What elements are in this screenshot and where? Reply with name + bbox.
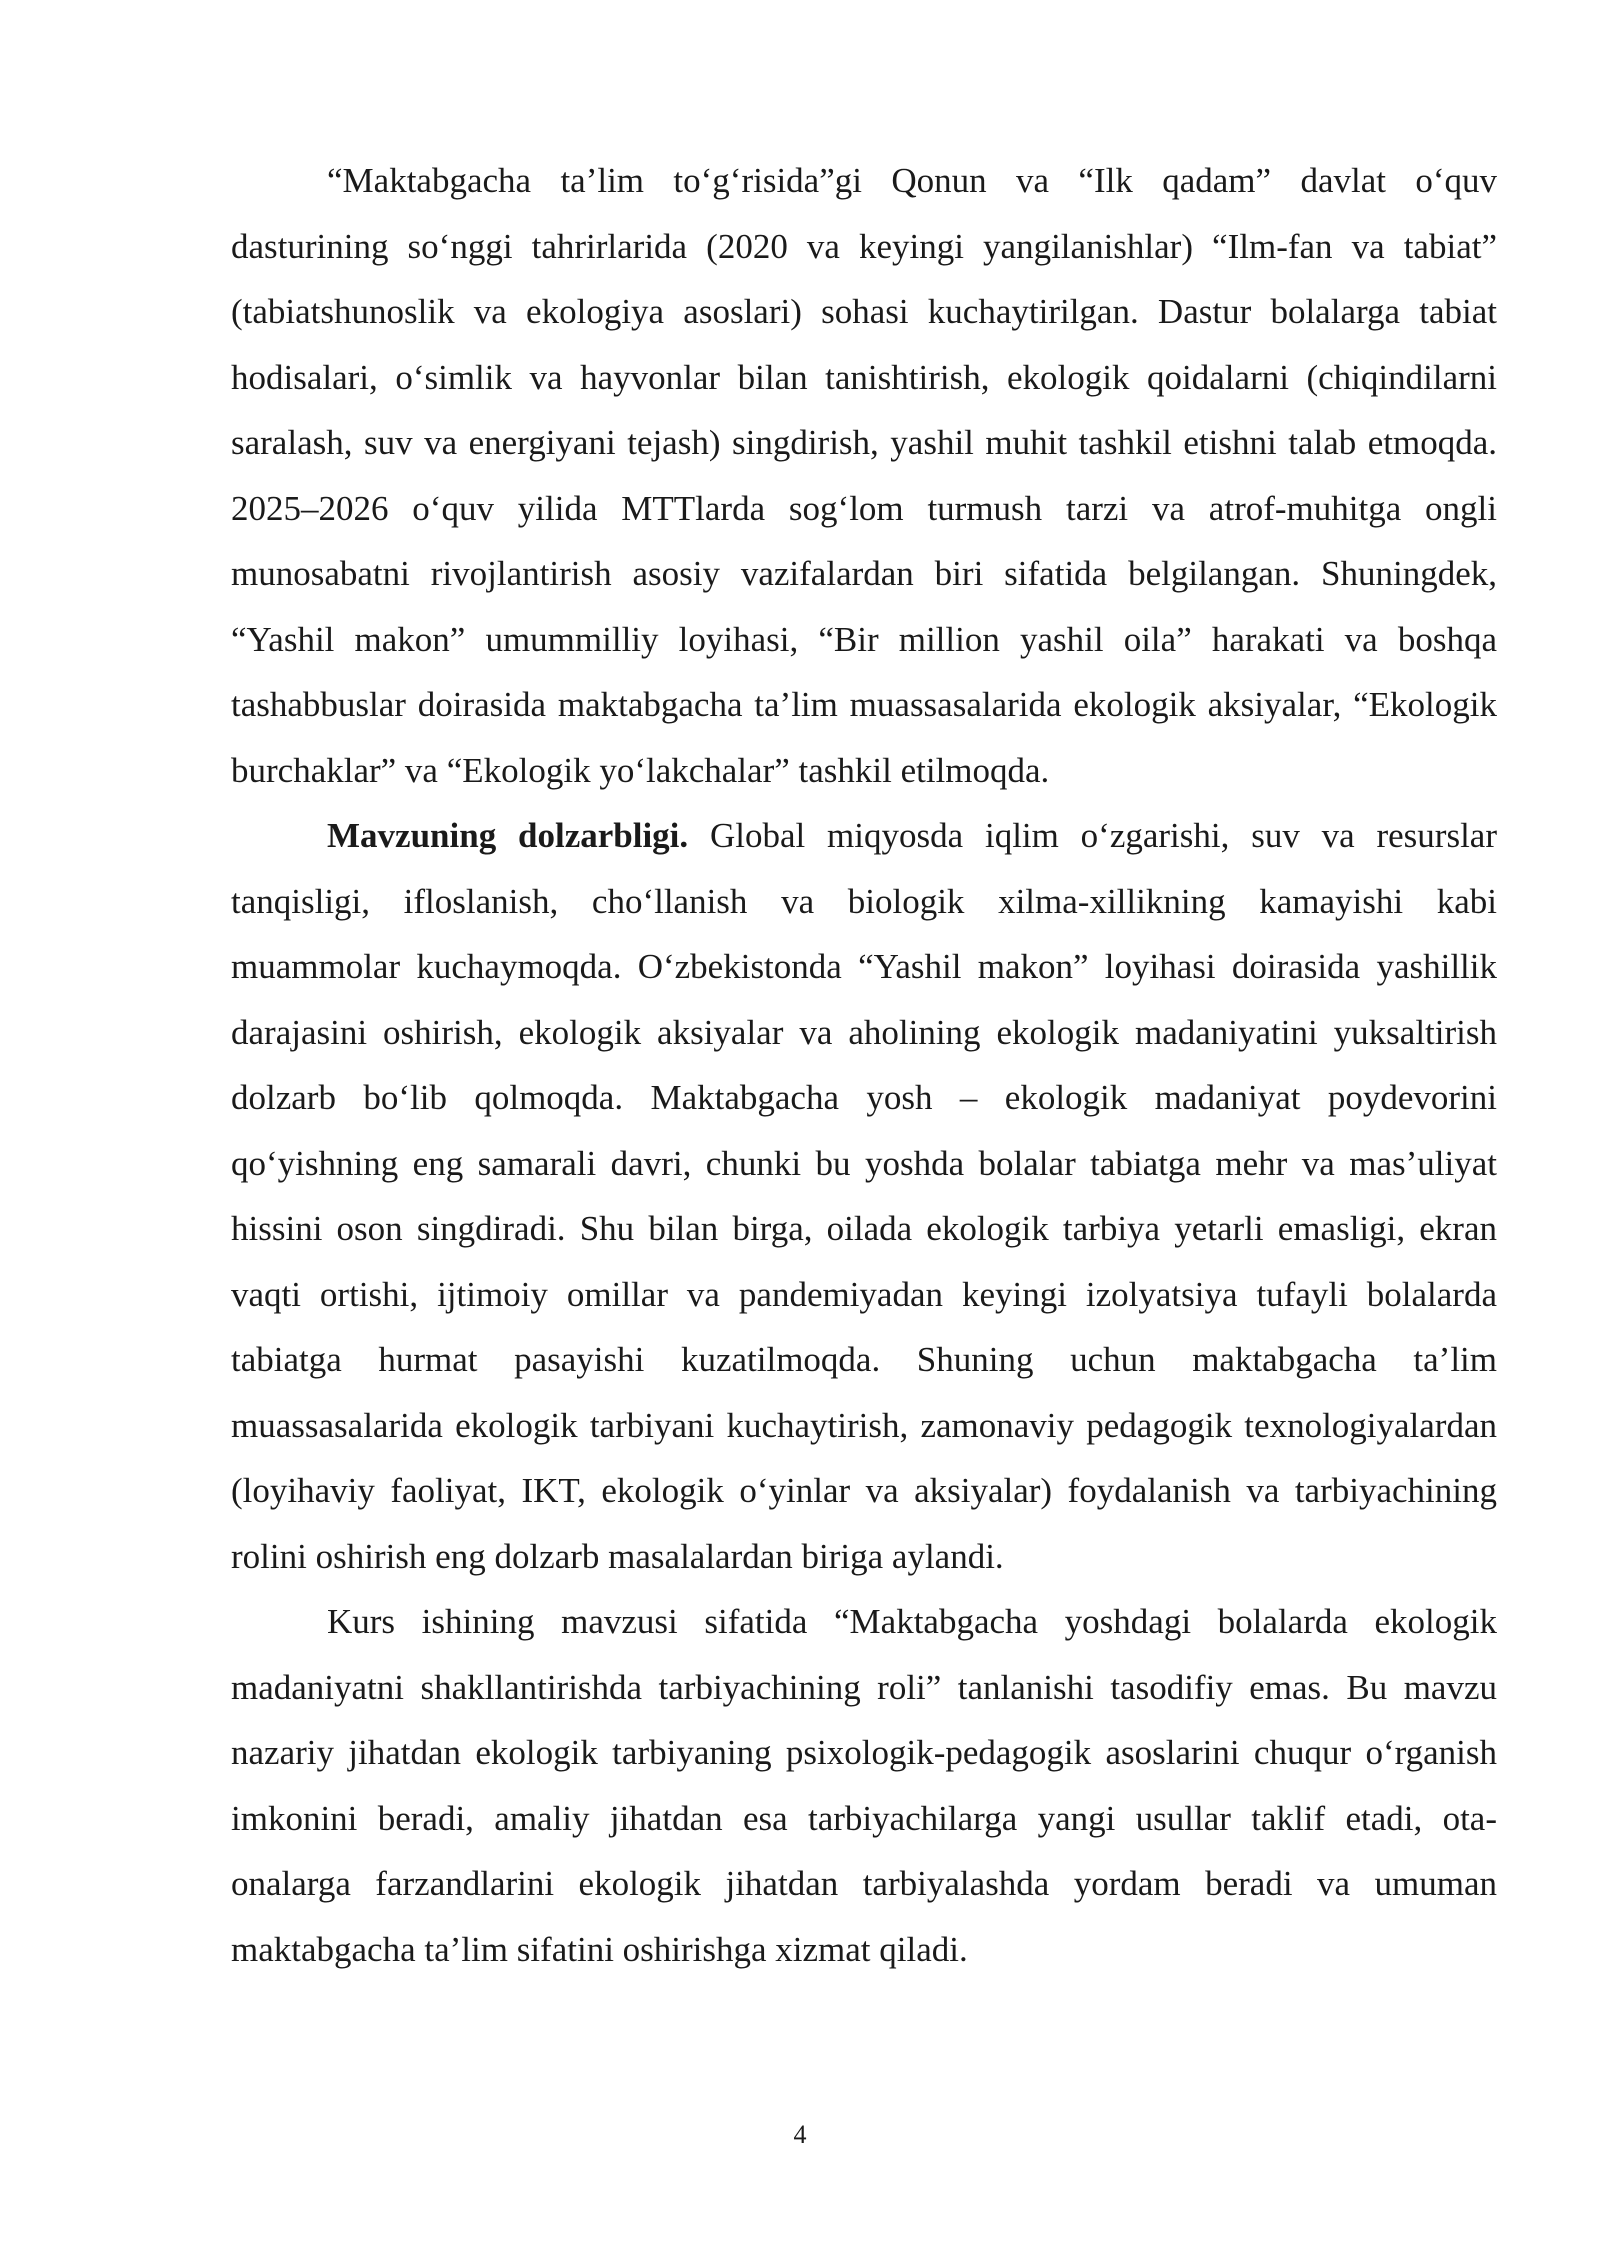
page-number: 4 [793,2120,807,2149]
paragraph-topic-relevance [231,803,1497,1589]
paragraph-text: Kurs ishining mavzusi sifatida “Maktabgacha yoshdagi bolalarda ekologik madaniyatni shakllantirishda tarbiyachining roli” tanlanishi tasodifiy emas. Bu mavzu nazariy jihatdan ekologik tarbiyaning psixologik-pedagogik asoslarini chuqur o‘rganish imkonini beradi, amaliy jihatdan esa tarbiyachilarga yangi usullar taklif etadi, ota-onalarga farzandlarini ekologik jihatdan tarbiyalashda yordam beradi va umuman maktabgacha ta’lim sifatini oshirishga xizmat qiladi. [231,1602,1497,1969]
paragraph-lead: Mavzuning dolzarbligi. [327,816,689,855]
paragraph-program-changes [231,148,1497,803]
paragraph-text: Global miqyosda iqlim o‘zgarishi, suv va resurslar tanqisligi, ifloslanish, cho‘llanish va biologik xilma-xillikning kamayishi kabi muammolar kuchaymoqda. O‘zbekistonda “Yashil makon” loyihasi doirasida yashillik darajasini oshirish, ekologik aksiyalar va aholining ekologik madaniyatini yuksaltirish dolzarb bo‘lib qolmoqda. Maktabgacha yosh – ekologik madaniyat poydevorini qo‘yishning eng samarali davri, chunki bu yoshda bolalar tabiatga mehr va mas’uliyat hissini oson singdiradi. Shu bilan birga, oilada ekologik tarbiya yetarli emasligi, ekran vaqti ortishi, ijtimoiy omillar va pandemiyadan keyingi izolyatsiya tufayli bolalarda tabiatga hurmat pasayishi kuzatilmoqda. Shuning uchun maktabgacha ta’lim muassasalarida ekologik tarbiyani kuchaytirish, zamonaviy pedagogik texnologiyalardan (loyihaviy faoliyat, IKT, ekologik o‘yinlar va aksiyalar) foydalanish va tarbiyachining rolini oshirish eng dolzarb masalalardan biriga aylandi. [231,816,1497,1576]
paragraph-topic-choice [231,1589,1497,1982]
paragraph-text: “Maktabgacha ta’lim to‘g‘risida”gi Qonun va “Ilk qadam” davlat o‘quv dasturining so‘nggi tahrirlarida (2020 va keyingi yangilanishlar) “Ilm-fan va tabiat” (tabiatshunoslik va ekologiya asoslari) sohasi kuchaytirilgan. Dastur bolalarga tabiat hodisalari, o‘simlik va hayvonlar bilan tanishtirish, ekologik qoidalarni (chiqindilarni saralash, suv va energiyani tejash) singdirish, yashil muhit tashkil etishni talab etmoqda. 2025–2026 o‘quv yilida MTTlarda sog‘lom turmush tarzi va atrof-muhitga ongli munosabatni rivojlantirish asosiy vazifalardan biri sifatida belgilangan. Shuningdek, “Yashil makon” umummilliy loyihasi, “Bir million yashil oila” harakati va boshqa tashabbuslar doirasida maktabgacha ta’lim muassasalarida ekologik aksiyalar, “Ekologik burchaklar” va “Ekologik yo‘lakchalar” tashkil etilmoqda. [231,161,1497,790]
document-body [231,148,1497,1982]
